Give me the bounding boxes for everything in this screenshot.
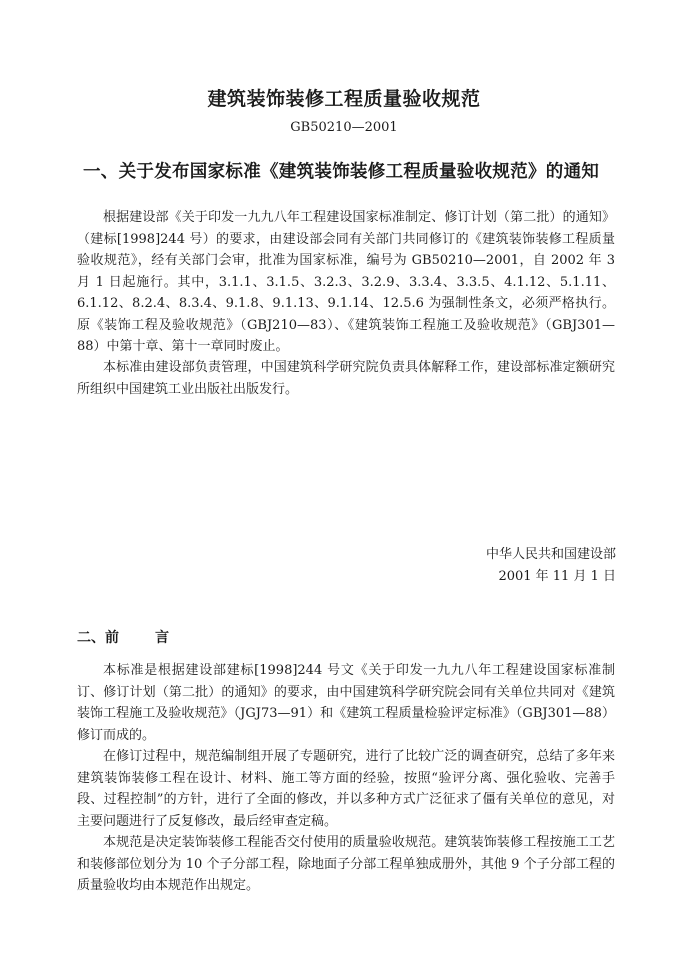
section-heading-preface-prefix: 二、前 bbox=[77, 630, 119, 646]
signature-organization: 中华人民共和国建设部 bbox=[485, 547, 616, 562]
section-heading-preface-suffix: 言 bbox=[155, 630, 169, 646]
standard-code: GB50210—2001 bbox=[290, 120, 398, 135]
preface-paragraph-3: 本规范是决定装饰装修工程能否交付使用的质量验收规范。建筑装饰装修工程按施工工艺和装修部位划分为 10 个子分部工程，除地面子分部工程单独成册外，其他 9 个子分部工程的质量验收均由本规范作出规定。 bbox=[77, 835, 615, 893]
notice-paragraph-1: 根据建设部《关于印发一九九八年工程建设国家标准制定、修订计划（第二批）的通知》（建标[1998]244 号）的要求，由建设部会同有关部门共同修订的《建筑装饰装修工程质量验收规范》，经有关部门会审，批准为国家标准，编号为 GB50210—2001，自 2002 年 3 月 1 日起施行。其中，3.1.1、3.1.5、3.2.3、3.2.9、3.3.4、3.3.5、4.1.12、5.1.11、6.1.12、8.2.4、8.3.4、9.1.8、9.1.13、9.1.14、12.5.6 为强制性条文，必须严格执行。原《装饰工程及验收规范》（GBJ210—83）、《建筑装饰工程施工及验收规范》（GBJ301—88）中第十章、第十一章同时废止。 bbox=[77, 210, 615, 354]
section-heading-notice: 一、关于发布国家标准《建筑装饰装修工程质量验收规范》的通知 bbox=[83, 162, 600, 182]
document-title: 建筑装饰装修工程质量验收规范 bbox=[207, 88, 481, 110]
notice-paragraph-2: 本标准由建设部负责管理，中国建筑科学研究院负责具体解释工作，建设部标准定额研究所组织中国建筑工业出版社出版发行。 bbox=[77, 360, 615, 397]
preface-paragraph-2: 在修订过程中，规范编制组开展了专题研究，进行了比较广泛的调查研究，总结了多年来建筑装饰装修工程在设计、材料、施工等方面的经验，按照“验评分离、强化验收、完善手段、过程控制”的方针，进行了全面的修改，并以多种方式广泛征求了僵有关单位的意见，对主要问题进行了反复修改，最后经审查定稿。 bbox=[77, 749, 615, 829]
section-heading-preface bbox=[77, 627, 169, 647]
signature-date: 2001 年 11 月 1 日 bbox=[498, 569, 616, 584]
preface-paragraph-1: 本标准是根据建设部建标[1998]244 号文《关于印发一九九八年工程建设国家标准制订、修订计划（第二批）的通知》的要求，由中国建筑科学研究院会同有关单位共同对《建筑装饰工程施工及验收规范》（JGJ73—91）和《建筑工程质量检验评定标准》（GBJ301—88）修订而成的。 bbox=[77, 663, 615, 743]
